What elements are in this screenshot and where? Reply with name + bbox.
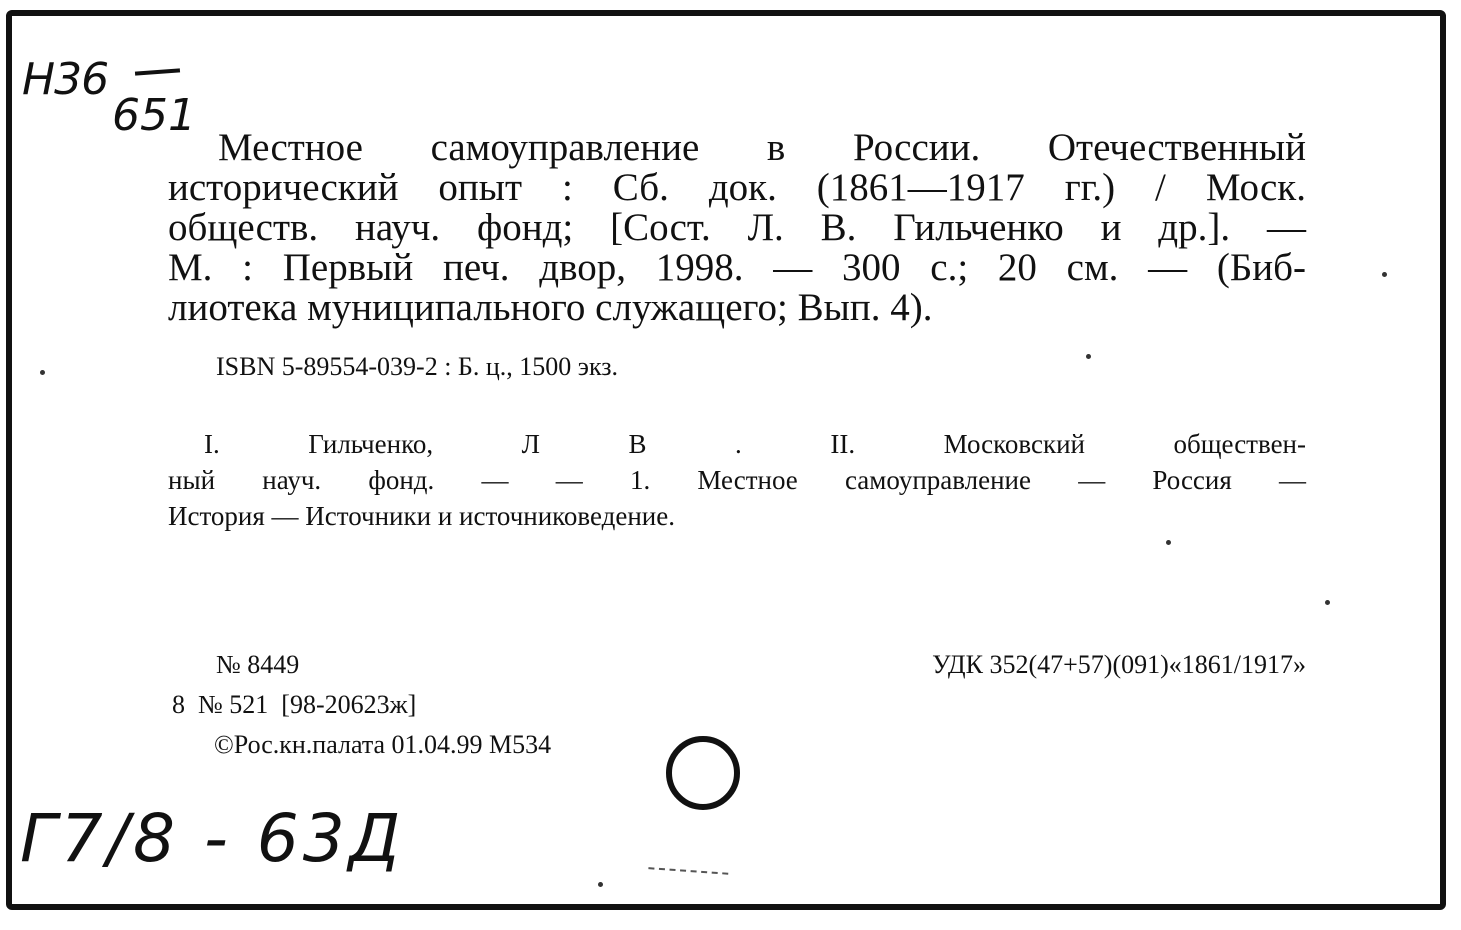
speck — [1382, 272, 1387, 277]
copyright-line: ©Рос.кн.палата 01.04.99 М534 — [214, 730, 552, 759]
tracing-entries — [168, 426, 1306, 534]
udc-code: УДК 352(47+57)(091)«1861/1917» — [932, 650, 1306, 679]
tracing-line: ный науч. фонд. — — 1. Местное самоуправление — Россия — — [168, 465, 1306, 495]
smudge-mark — [648, 819, 731, 874]
card-number: 8 № 521 [98-20623ж] — [172, 690, 417, 719]
call-number: Г7/8 - 63Д — [20, 800, 405, 877]
isbn-line: ISBN 5-89554-039-2 : Б. ц., 1500 экз. — [216, 352, 618, 381]
bibliographic-description — [168, 128, 1306, 328]
speck — [1086, 354, 1091, 359]
tracing-line: История — Источники и источниковедение. — [168, 501, 675, 531]
description-line: обществ. науч. фонд; [Сост. Л. В. Гильченко и др.]. — — [168, 206, 1306, 249]
record-number: № 8449 — [216, 650, 300, 679]
shelf-mark-bottom: 651 — [112, 90, 196, 141]
speck — [40, 370, 45, 375]
description-line: Местное самоуправление в России. Отечественный — [218, 126, 1306, 169]
speck — [1325, 600, 1330, 605]
punch-hole-icon — [666, 736, 740, 810]
speck — [598, 882, 603, 887]
shelf-mark-top: Н36 — [22, 54, 109, 105]
description-line: М. : Первый печ. двор, 1998. — 300 с.; 20 см. — (Биб- — [168, 246, 1306, 289]
description-line: лиотека муниципального служащего; Вып. 4). — [168, 286, 933, 329]
description-line: исторический опыт : Сб. док. (1861—1917 гг.) / Моск. — [168, 166, 1306, 209]
speck — [1166, 540, 1171, 545]
tracing-line: I. Гильченко, Л В . II. Московский обществен- — [204, 429, 1306, 459]
